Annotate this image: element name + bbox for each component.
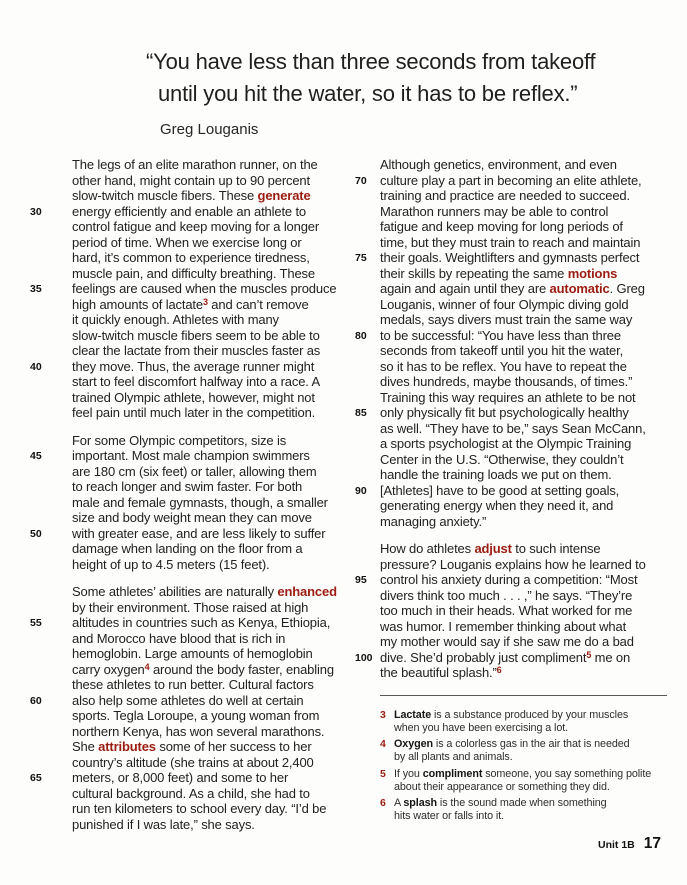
vocab-keyword: motions: [567, 265, 618, 281]
footnote-term: splash: [403, 797, 438, 809]
text-line: damage when landing on the floor from a: [72, 541, 303, 556]
quote-attribution: Greg Louganis: [160, 121, 259, 138]
footnote-text-line: Lactate is a substance produced by your muscles: [394, 708, 629, 721]
text-line: other hand, might contain up to 90 percent: [72, 172, 310, 188]
footnote-text-line: Oxygen is a colorless gas in the air that is needed: [394, 738, 630, 750]
page-footer: [598, 835, 661, 853]
text-line: 100 dive. She’d probably just compliment$^5$ me on: [355, 649, 631, 665]
text-line: Some athletes’ abilities are naturally enhanced: [72, 584, 337, 599]
text-line: these athletes to run better. Cultural factors: [72, 677, 314, 692]
text-line: 90 [Athletes] have to be good at setting goals,: [355, 482, 620, 498]
text-line: 65 meters, or 8,000 feet) and some to her: [30, 770, 289, 785]
line-number: 65: [30, 772, 42, 784]
footnote-text-line: about their appearance or something they did.: [394, 780, 610, 793]
footnote-text-line: A splash is the sound made when something: [394, 797, 607, 809]
text-line: Louganis, winner of four Olympic diving gold: [380, 296, 629, 312]
text-line: northern Kenya, has won several marathons.: [72, 723, 325, 739]
quote-line: until you hit the water, so it has to be reflex.”: [158, 81, 578, 106]
footnote-item: [380, 738, 667, 764]
text-line: 45 important. Most male champion swimmers: [30, 448, 310, 463]
paragraph: [30, 157, 355, 421]
line-number: 75: [355, 252, 367, 264]
text-line: 95 control his anxiety during a competition: “Most: [355, 572, 638, 587]
text-line: Training this way requires an athlete to be not: [380, 389, 636, 405]
paragraph: [355, 541, 670, 681]
page-number: 17: [643, 835, 661, 852]
text-line: The legs of an elite marathon runner, on the: [72, 157, 318, 172]
footnote-ref: 4: [144, 661, 150, 672]
text-line: height of up to 4.5 meters (15 feet).: [72, 556, 270, 572]
text-line: medals, says divers must train the same way: [380, 312, 633, 327]
footnote-term: Oxygen: [394, 738, 434, 750]
paragraph: [30, 584, 355, 832]
line-number: 80: [355, 329, 367, 342]
column-left-text: [30, 157, 355, 832]
text-line: start to feel discomfort halfway into a race. A: [72, 374, 321, 389]
line-number: 85: [355, 407, 367, 419]
text-line: my mother would say if she saw me do a bad: [380, 634, 634, 649]
footnote-text: [394, 797, 607, 823]
footnote-ref: 3: [202, 296, 208, 307]
footnote-number: 4: [380, 738, 386, 750]
text-line: 70 culture play a part in becoming an elite athlete,: [355, 172, 642, 188]
footnote-term: compliment: [422, 767, 483, 780]
footnote-number: 3: [380, 708, 386, 721]
text-line: slow-twitch muscle fibers seem to be able to: [72, 327, 320, 343]
text-line: 80 to be successful: “You have less than three: [355, 327, 621, 343]
text-line: pressure? Louganis explains how he learned to: [380, 556, 646, 572]
text-line: was humor. I remember thinking about what: [380, 618, 627, 634]
text-line: 40 they move. Thus, the average runner might: [30, 358, 315, 374]
text-line: handle the training loads we put on them.: [380, 467, 612, 482]
text-line: punished if I was late,” she says.: [72, 816, 255, 832]
unit-label: Unit 1B: [598, 839, 635, 851]
vocab-keyword: generate: [257, 188, 311, 203]
vocab-keyword: adjust: [474, 541, 512, 556]
text-line: feel pain until much later in the competition.: [72, 405, 316, 420]
text-line: trained Olympic athlete, however, might not: [72, 389, 315, 405]
text-line: seconds from takeoff until you hit the water,: [380, 343, 624, 358]
text-line: dives hundreds, maybe thousands, of times.”: [380, 374, 633, 389]
line-number: 60: [30, 694, 42, 707]
text-line: training and practice are needed to succeed.: [380, 188, 630, 203]
footnote-text-line: by all plants and animals.: [394, 751, 513, 763]
footnote-text-line: If you compliment someone, you say something polite: [394, 767, 652, 780]
text-line: fatigue and keep moving for long periods of: [380, 219, 623, 234]
pull-quote-text: [146, 46, 595, 110]
text-line: muscle pain, and difficulty breathing. These: [72, 265, 315, 281]
text-line: and Morocco have blood that is rich in: [72, 630, 286, 646]
text-line: managing anxiety.”: [380, 513, 487, 529]
line-number: 30: [30, 205, 42, 218]
footnote-ref: 5: [586, 649, 592, 660]
article-columns: [30, 157, 670, 844]
text-line: male and female gymnasts, though, a smaller: [72, 494, 328, 510]
text-line: country’s altitude (she trains at about 2,400: [72, 754, 314, 770]
line-number: 70: [355, 174, 367, 187]
text-line: Center in the U.S. “Otherwise, they couldn’t: [380, 451, 624, 467]
text-line: the beautiful splash.”$^6$: [380, 665, 502, 680]
line-number: 100: [355, 651, 373, 664]
text-line: Although genetics, environment, and even: [380, 157, 617, 172]
text-line: 50 with greater ease, and are less likely to suffer: [30, 525, 326, 541]
column-right-text: [355, 157, 670, 823]
vocab-keyword: attributes: [98, 739, 156, 754]
text-line: How do athletes adjust to such intense: [380, 541, 601, 556]
text-line: cultural background. As a child, she had to: [72, 785, 310, 801]
line-number: 90: [355, 484, 367, 497]
text-line: divers think too much . . . ,” he says. “They’re: [380, 587, 633, 603]
footnote-text-line: when you have been exercising a lot.: [394, 721, 569, 734]
footnote-number: 6: [380, 797, 386, 809]
text-line: clear the lactate from their muscles faster as: [72, 343, 321, 358]
line-number: 35: [30, 283, 42, 295]
line-number: 40: [30, 360, 42, 373]
line-number: 95: [355, 574, 367, 586]
text-line: 75 their goals. Weightlifters and gymnasts perfect: [355, 250, 640, 265]
text-line: sports. Tegla Loroupe, a young woman from: [72, 708, 320, 723]
text-line: too much in their heads. What worked for me: [380, 603, 633, 618]
pull-quote: [146, 46, 595, 138]
text-line: carry oxygen$^4$ around the body faster, enabling: [72, 661, 334, 677]
footnote-item: [380, 709, 667, 735]
quote-line: “You have less than three seconds from takeoff: [146, 49, 596, 74]
footnote-item: [380, 768, 667, 794]
line-number: 55: [30, 617, 42, 629]
text-line: a sports psychologist at the Olympic Training: [380, 436, 632, 451]
text-line: She attributes some of her success to her: [72, 739, 312, 754]
text-line: are 180 cm (six feet) or taller, allowing them: [72, 463, 317, 479]
text-line: size and body weight mean they can move: [72, 510, 312, 525]
text-line: 60 also help some athletes do well at certain: [30, 692, 304, 708]
text-line: hard, it’s common to experience tiredness,: [72, 250, 310, 265]
text-line: 35 feelings are caused when the muscles produce: [30, 281, 337, 296]
text-line: hemoglobin. Large amounts of hemoglobin: [72, 646, 313, 661]
footnote-ref: 6: [496, 665, 502, 675]
text-line: so it has to be reflex. You have to repeat the: [380, 358, 627, 374]
footnote-term: Lactate: [394, 708, 432, 721]
footnote-text-line: hits water or falls into it.: [394, 810, 505, 822]
text-line: high amounts of lactate$^3$ and can’t remove: [72, 296, 309, 312]
text-line: 85 only physically fit but psychologically healthy: [355, 405, 629, 420]
line-number: 45: [30, 450, 42, 462]
text-line: again and again until they are automatic. Greg: [380, 281, 645, 296]
text-line: 55 altitudes in countries such as Kenya, Ethiopia,: [30, 615, 331, 630]
column-left: [30, 157, 355, 844]
text-line: time, but they must train to reach and maintain: [380, 234, 641, 250]
text-line: run ten kilometers to school every day. “I’d be: [72, 801, 327, 816]
text-line: 30 energy efficiently and enable an athlete to: [30, 203, 306, 219]
text-line: it quickly enough. Athletes with many: [72, 312, 279, 327]
vocab-keyword: enhanced: [277, 584, 337, 599]
footnote-number: 5: [380, 767, 386, 780]
text-line: slow-twitch muscle fibers. These generate: [72, 188, 311, 203]
text-line: as well. “They have to be,” says Sean McCann,: [380, 420, 646, 436]
footnotes-block: [380, 695, 667, 824]
line-number: 50: [30, 527, 42, 540]
paragraph: [30, 432, 355, 573]
footnote-item: [380, 797, 667, 823]
footnote-text: [394, 768, 651, 794]
text-line: generating energy when they need it, and: [380, 498, 614, 513]
text-line: For some Olympic competitors, size is: [72, 432, 287, 448]
text-line: control fatigue and keep moving for a longer: [72, 219, 320, 234]
footnote-text: [394, 709, 628, 735]
text-line: Marathon runners may be able to control: [380, 203, 609, 219]
text-line: their skills by repeating the same motions: [380, 265, 618, 281]
column-right: [355, 157, 670, 844]
text-line: period of time. When we exercise long or: [72, 234, 302, 250]
text-line: to reach longer and swim faster. For both: [72, 479, 303, 494]
footnote-text: [394, 738, 630, 764]
text-line: by their environment. Those raised at high: [72, 599, 309, 615]
paragraph: [355, 157, 670, 529]
vocab-keyword: automatic: [549, 281, 610, 296]
